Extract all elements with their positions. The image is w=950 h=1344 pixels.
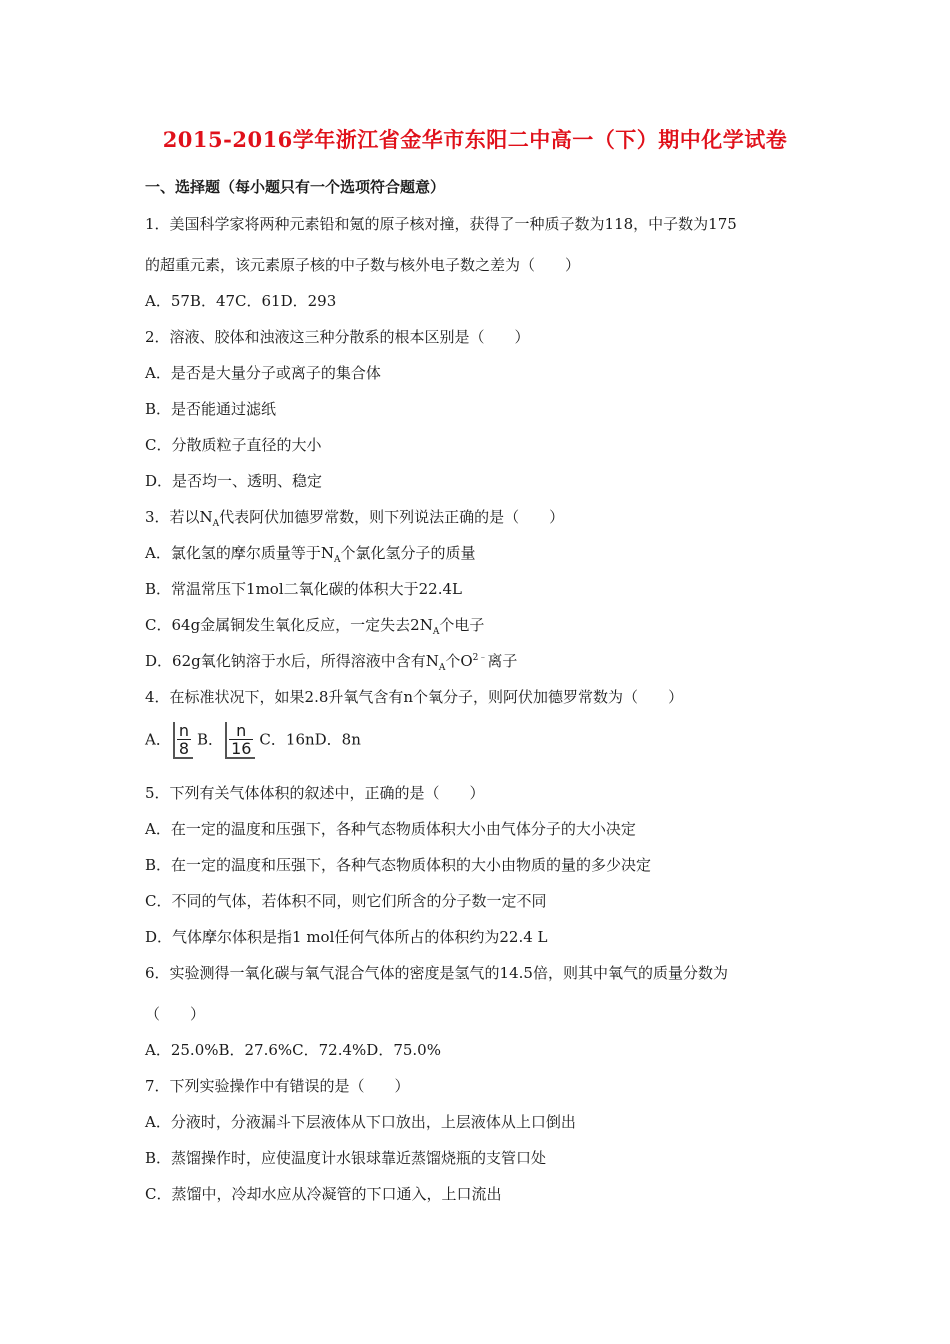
na-subscript: A [438, 663, 446, 673]
q5-option-b: B．在一定的温度和压强下，各种气态物质体积的大小由物质的量的多少决定 [145, 856, 652, 874]
q3-stem [145, 506, 564, 529]
fraction-numerator: n [229, 722, 253, 740]
q5-option-d: D．气体摩尔体积是指1 mol任何气体所占的体积约为22.4 L [145, 928, 548, 946]
q7-option-a: A．分液时，分液漏斗下层液体从下口放出，上层液体从上口倒出 [145, 1113, 576, 1131]
na-subscript: A [212, 519, 220, 529]
section-heading: 一、选择题（每小题只有一个选项符合题意） [145, 178, 446, 196]
q7-option-b: B．蒸馏操作时，应使温度计水银球靠近蒸馏烧瓶的支管口处 [145, 1149, 547, 1167]
q5-option-a: A．在一定的温度和压强下，各种气态物质体积大小由气体分子的大小决定 [145, 820, 636, 838]
q6-stem-line1: 6．实验测得一氧化碳与氧气混合气体的密度是氢气的14.5倍，则其中氧气的质量分数为 [145, 964, 728, 982]
na-subscript: A [333, 555, 341, 565]
q3-option-a [145, 542, 475, 565]
q3-a-text: A．氯化氢的摩尔质量等于N [145, 544, 334, 562]
q7-stem: 7．下列实验操作中有错误的是（ ） [145, 1077, 410, 1095]
q3-option-b: B．常温常压下1mol二氧化碳的体积大于22.4L [145, 580, 462, 598]
q4-stem: 4．在标准状况下，如果2.8升氧气含有n个氧分子，则阿伏加德罗常数为（ ） [145, 688, 684, 706]
q3-option-c [145, 614, 484, 637]
fraction-denominator: 8 [178, 739, 190, 758]
q3-c-text-end: 个电子 [439, 616, 485, 634]
q7-option-c: C．蒸馏中，冷却水应从冷凝管的下口通入，上口流出 [145, 1185, 502, 1203]
q2-option-c: C．分散质粒子直径的大小 [145, 436, 322, 454]
q3-d-text: D．62g氧化钠溶于水后，所得溶液中含有N [145, 652, 439, 670]
q3-d-text-end: 离子 [487, 652, 518, 670]
q5-option-c: C．不同的气体，若体积不同，则它们所含的分子数一定不同 [145, 892, 547, 910]
charge-superscript: 2﹣ [472, 653, 488, 663]
na-subscript: A [432, 627, 440, 637]
q4-c-d-options: C．16nD．8n [259, 730, 361, 749]
q4-options [145, 722, 361, 759]
q2-option-d: D．是否均一、透明、稳定 [145, 472, 323, 490]
q4-b-label: B． [197, 730, 224, 749]
q6-options: A．25.0%B．27.6%C．72.4%D．75.0% [145, 1041, 441, 1059]
q5-stem: 5．下列有关气体体积的叙述中，正确的是（ ） [145, 784, 485, 802]
q1-stem-line1: 1．美国科学家将两种元素铅和氪的原子核对撞，获得了一种质子数为118，中子数为175 [145, 215, 737, 233]
fraction-denominator: 16 [231, 739, 252, 758]
q1-stem-line2: 的超重元素，该元素原子核的中子数与核外电子数之差为（ ） [145, 256, 581, 274]
q2-option-b: B．是否能通过滤纸 [145, 400, 277, 418]
fraction-n-over-16 [225, 722, 255, 759]
q2-option-a: A．是否是大量分子或离子的集合体 [145, 364, 381, 382]
q3-stem-text: 3．若以N [145, 508, 213, 526]
q2-stem: 2．溶液、胶体和浊液这三种分散系的根本区别是（ ） [145, 328, 530, 346]
q4-a-label: A． [145, 730, 171, 749]
q3-d-text-mid: 个O [445, 652, 473, 670]
fraction-numerator: n [177, 722, 191, 740]
page-title: 2015-2016学年浙江省金华市东阳二中高一（下）期中化学试卷 [162, 127, 788, 152]
q3-stem-text-end: 代表阿伏加德罗常数，则下列说法正确的是（ ） [219, 508, 565, 526]
fraction-n-over-8 [173, 722, 193, 759]
q3-a-text-end: 个氯化氢分子的质量 [340, 544, 476, 562]
q1-options: A．57B．47C．61D．293 [145, 292, 337, 310]
q6-stem-line2: （ ） [145, 1005, 206, 1023]
q3-option-d [145, 650, 517, 673]
q3-c-text: C．64g金属铜发生氧化反应，一定失去2N [145, 616, 433, 634]
